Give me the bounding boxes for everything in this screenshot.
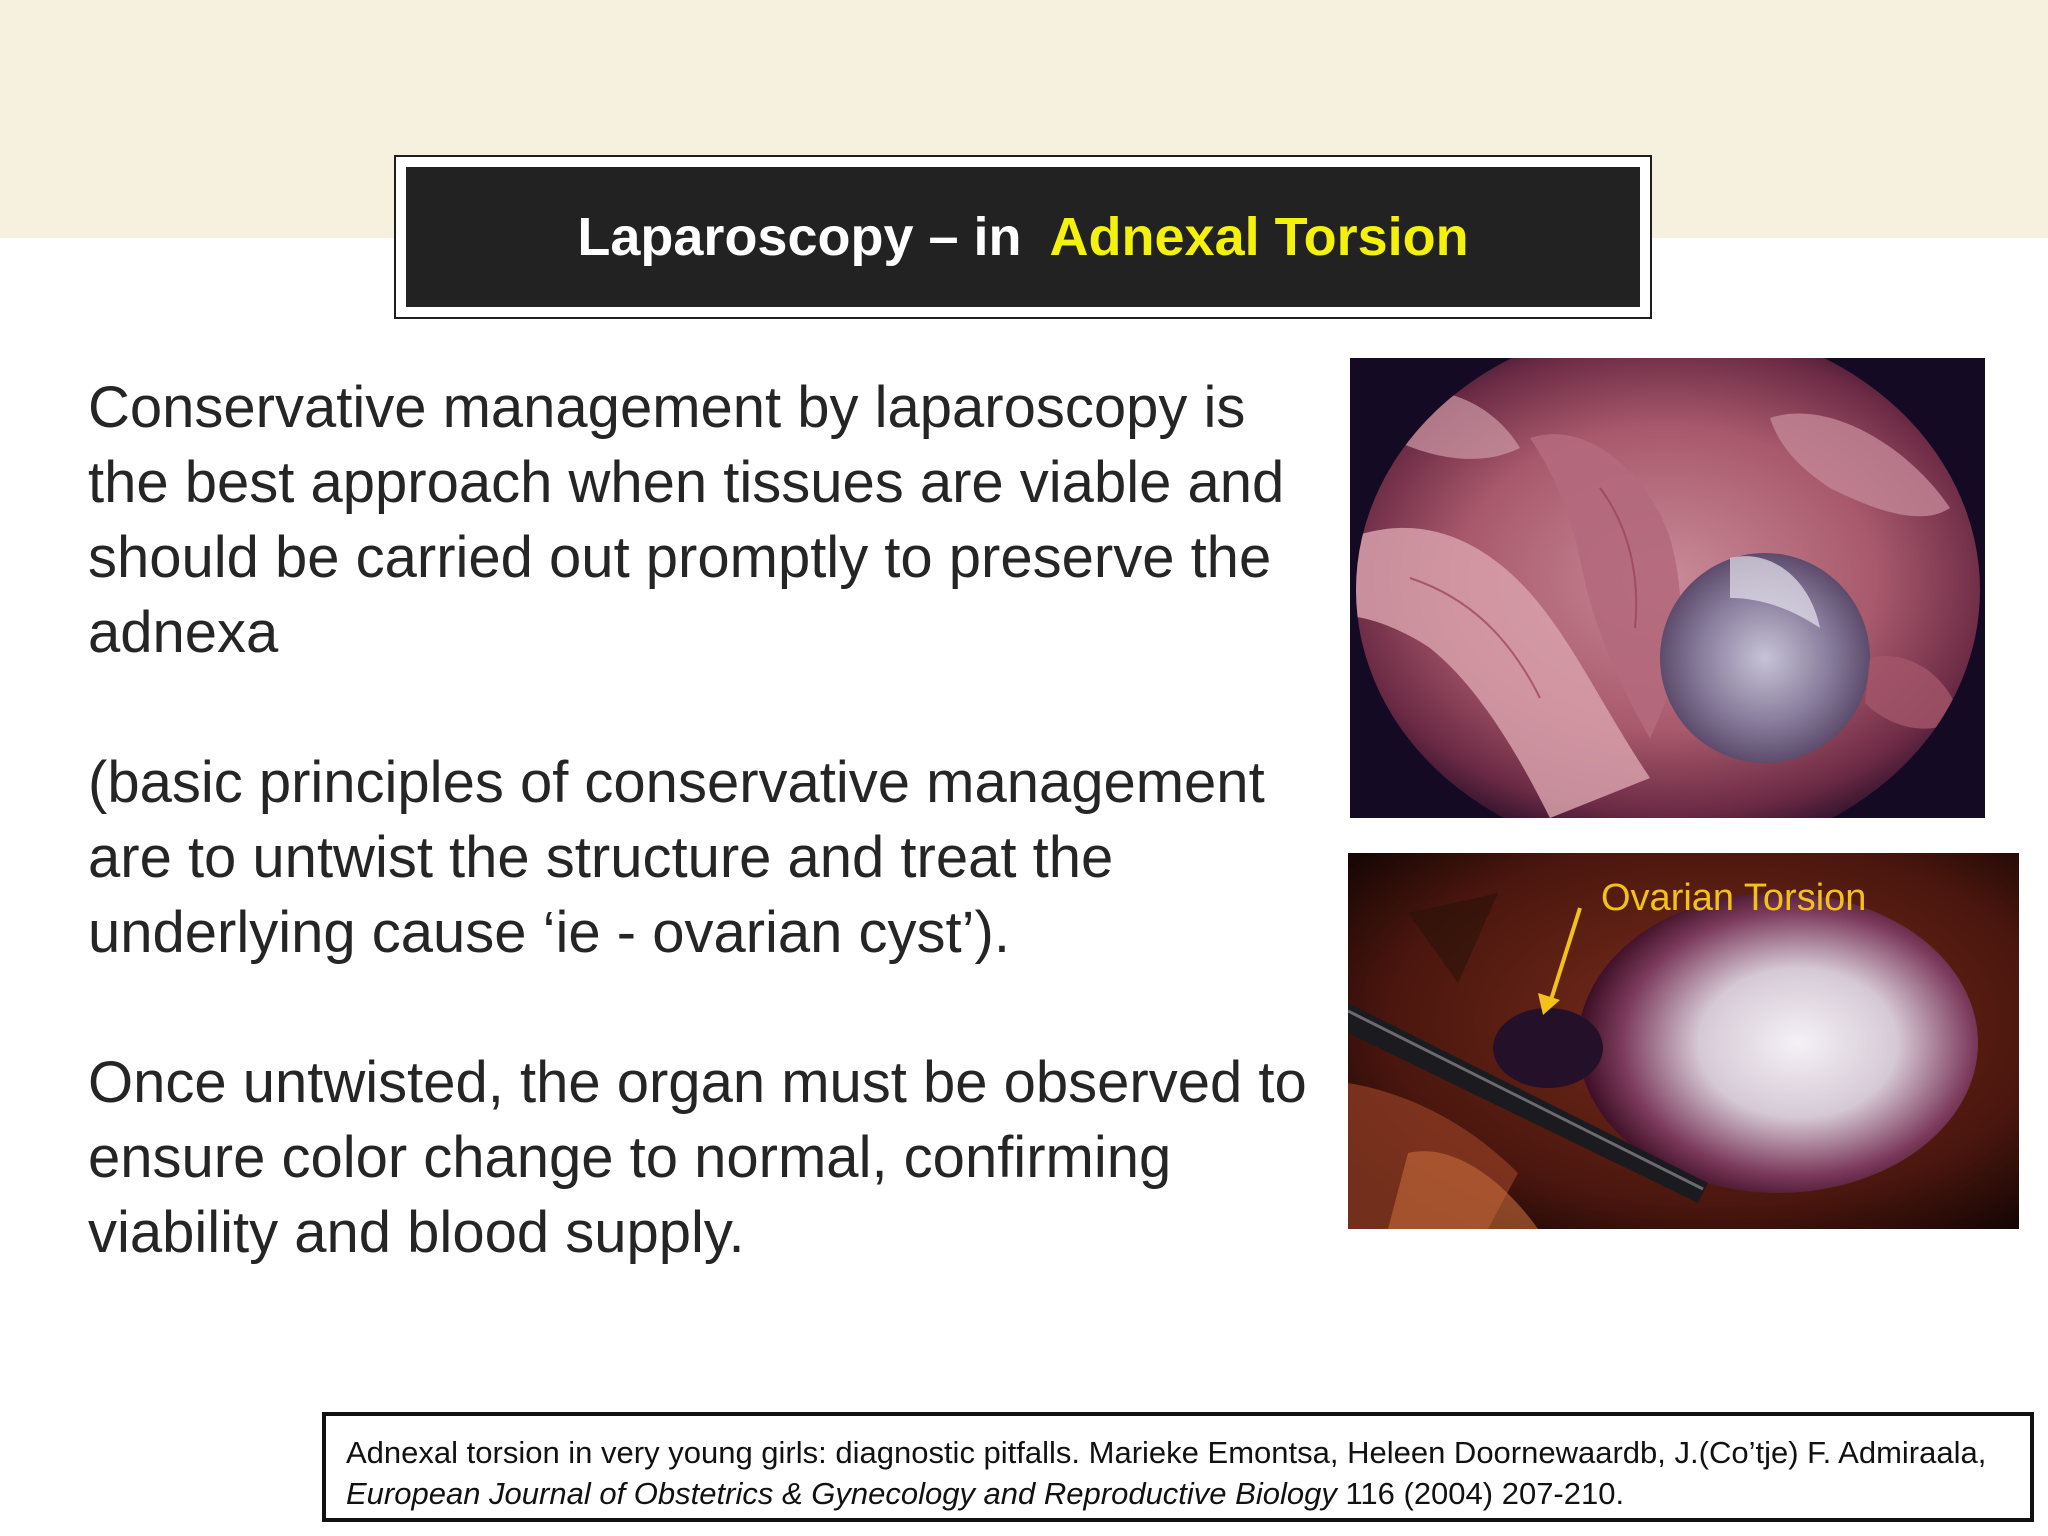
paragraph-once-untwisted: Once untwisted, the organ must be observed to ensure color change to normal, confirming viability and blood supply. xyxy=(88,1050,1307,1265)
title-frame xyxy=(394,155,1652,319)
paragraph-basic-principles: (basic principles of conservative management are to untwist the structure and treat the underlying cause ‘ie - ovarian cyst’). xyxy=(88,750,1265,965)
reference-journal: European Journal of Obstetrics & Gynecology and Reproductive Biology xyxy=(346,1476,1337,1511)
paragraph-conservative-management: Conservative management by laparoscopy is the best approach when tissues are viable and should be carried out promptly to preserve the adnexa xyxy=(88,375,1285,665)
ovarian-torsion-label: Ovarian Torsion xyxy=(1601,877,1867,919)
title-prefix: Laparoscopy – in xyxy=(577,207,1050,267)
laparoscopy-image-graphic xyxy=(1350,358,1985,818)
title-box xyxy=(406,167,1640,307)
reference-citation xyxy=(322,1412,2034,1522)
reference-volume-pages: 116 (2004) 207-210. xyxy=(1336,1476,1625,1511)
reference-text: Adnexal torsion in very young girls: diagnostic pitfalls. Marieke Emontsa, Heleen Doornewaardb, J.(Co’tje) F. Admiraala, xyxy=(346,1435,1987,1470)
slide-title xyxy=(577,206,1468,268)
ovarian-torsion-image xyxy=(1348,853,2019,1229)
title-accent: Adnexal Torsion xyxy=(1049,207,1469,267)
laparoscopy-image xyxy=(1350,358,1985,818)
body-text xyxy=(88,370,1338,1270)
